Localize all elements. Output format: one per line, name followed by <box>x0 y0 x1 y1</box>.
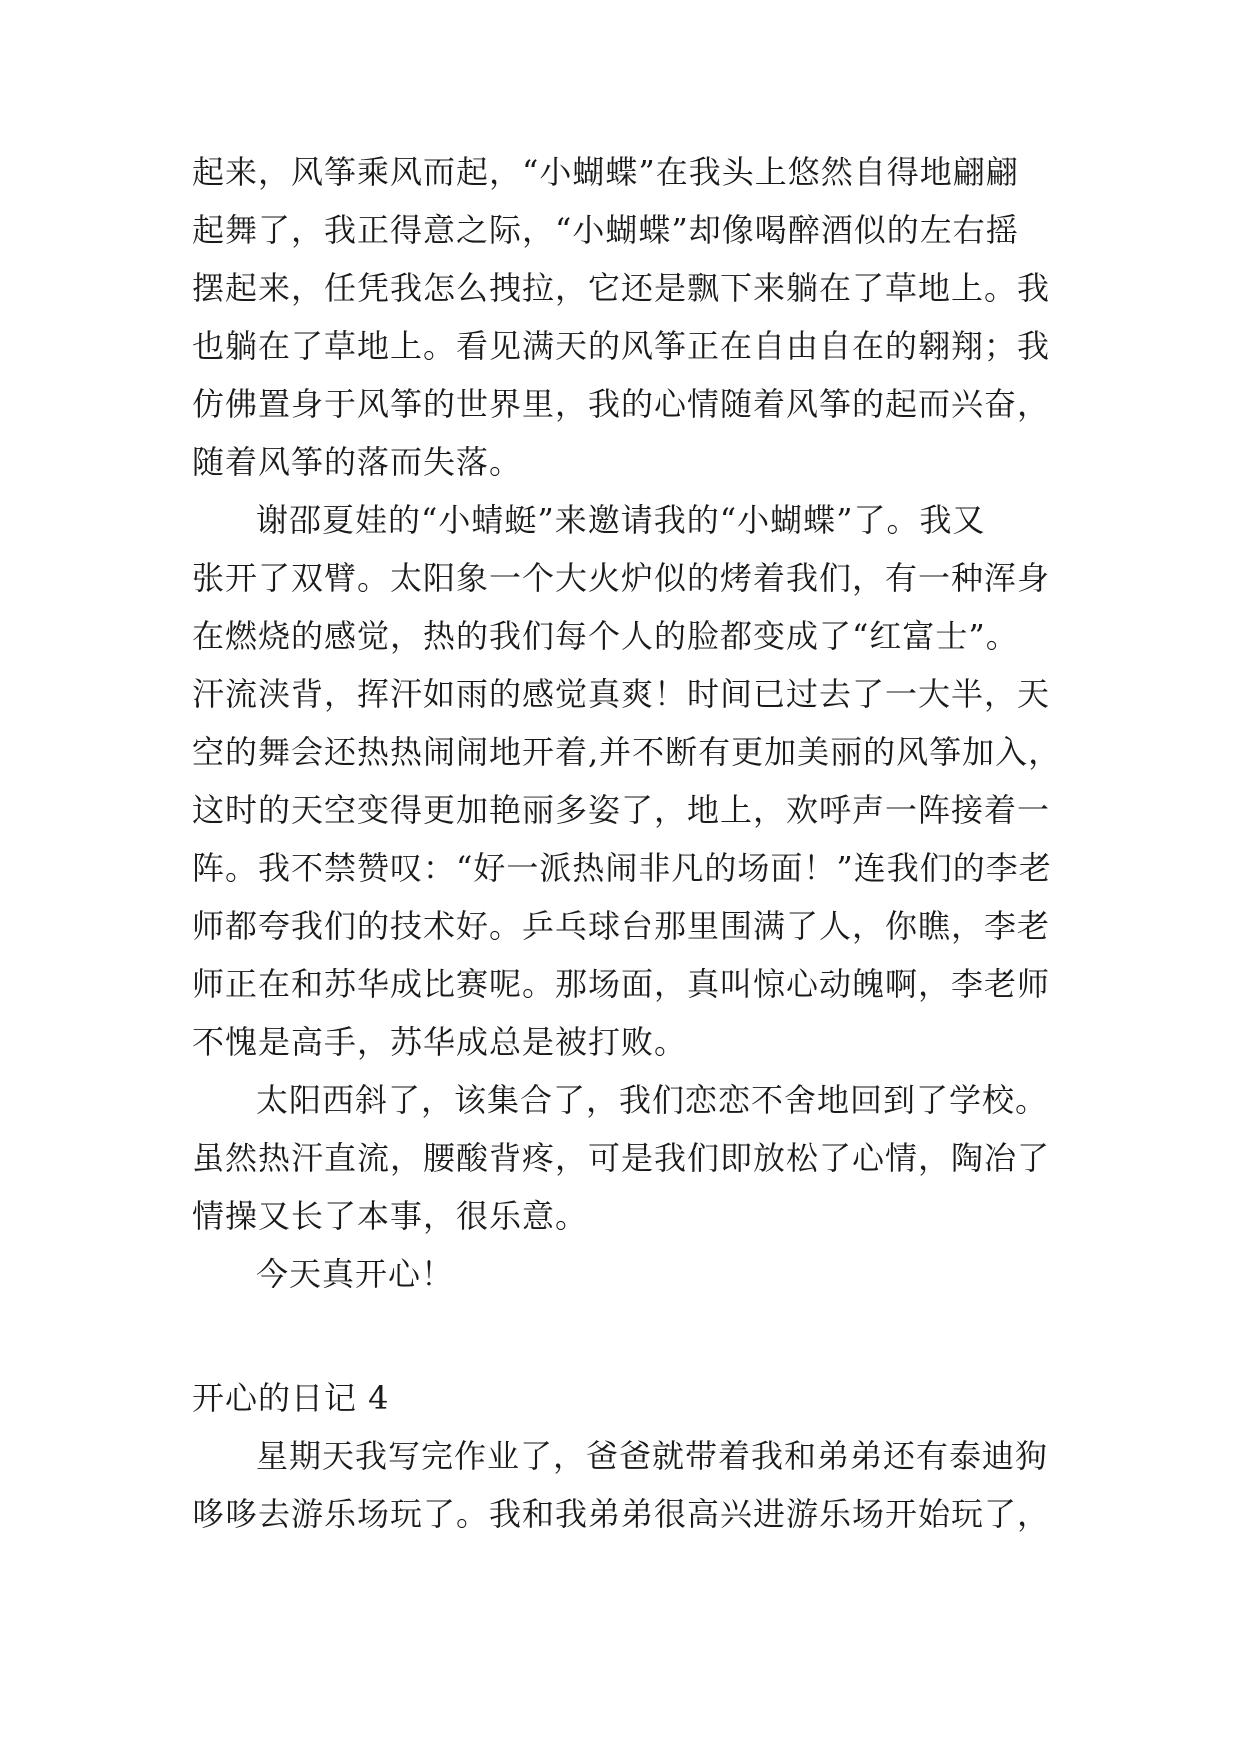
text-line: 空的舞会还热热闹闹地开着,并不断有更加美丽的风筝加入， <box>192 733 1062 771</box>
paragraph-first-line: 太阳西斜了，该集合了，我们恋恋不舍地回到了学校。 <box>256 1081 1049 1119</box>
text-line: 这时的天空变得更加艳丽多姿了，地上，欢呼声一阵接着一 <box>192 791 1051 829</box>
text-line: 汗流浃背，挥汗如雨的感觉真爽！时间已过去了一大半，天 <box>192 675 1051 713</box>
paragraph-first-line: 谢邵夏娃的“小蜻蜓”来邀请我的“小蝴蝶”了。我又 <box>256 501 986 539</box>
text-line: 也躺在了草地上。看见满天的风筝正在自由自在的翱翔；我 <box>192 327 1051 365</box>
text-line: 在燃烧的感觉，热的我们每个人的脸都变成了“红富士”。 <box>192 617 1019 655</box>
paragraph-first-line: 星期天我写完作业了，爸爸就带着我和弟弟还有泰迪狗 <box>256 1437 1049 1475</box>
text-line: 起来，风筝乘风而起，“小蝴蝶”在我头上悠然自得地翩翩 <box>192 153 1019 191</box>
text-line: 虽然热汗直流，腰酸背疼，可是我们即放松了心情，陶冶了 <box>192 1139 1051 1177</box>
text-line: 阵。我不禁赞叹：“好一派热闹非凡的场面！”连我们的李老 <box>192 849 1052 887</box>
text-line: 不愧是高手，苏华成总是被打败。 <box>192 1023 688 1061</box>
text-line: 仿佛置身于风筝的世界里，我的心情随着风筝的起而兴奋， <box>192 385 1051 423</box>
text-line: 师都夸我们的技术好。乒乓球台那里围满了人，你瞧，李老 <box>192 907 1051 945</box>
paragraph-first-line: 今天真开心！ <box>256 1255 455 1293</box>
text-line: 起舞了，我正得意之际，“小蝴蝶”却像喝醉酒似的左右摇 <box>192 211 1019 249</box>
text-line: 情操又长了本事，很乐意。 <box>192 1197 589 1235</box>
section-heading: 开心的日记 4 <box>192 1379 390 1417</box>
text-line: 摆起来，任凭我怎么拽拉，它还是飘下来躺在了草地上。我 <box>192 269 1051 307</box>
text-line: 随着风筝的落而失落。 <box>192 443 523 481</box>
text-line: 师正在和苏华成比赛呢。那场面，真叫惊心动魄啊，李老师 <box>192 965 1051 1003</box>
text-line: 哆哆去游乐场玩了。我和我弟弟很高兴进游乐场开始玩了， <box>192 1495 1051 1533</box>
text-line: 张开了双臂。太阳象一个大火炉似的烤着我们，有一种浑身 <box>192 559 1051 597</box>
